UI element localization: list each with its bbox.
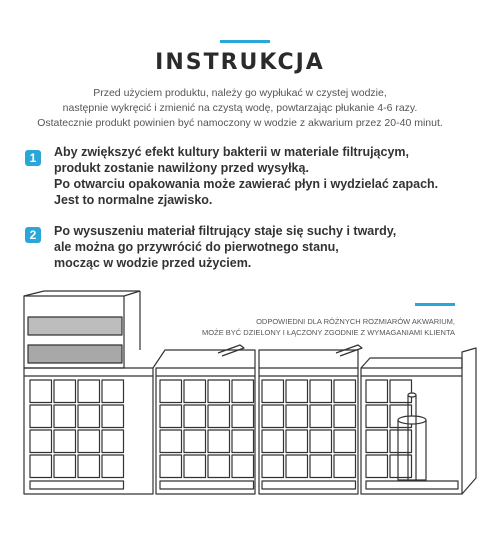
step-1-line: Po otwarciu opakowania może zawierać płyn i wydzielać zapach. xyxy=(54,177,439,191)
media-cube xyxy=(208,430,230,453)
media-cube xyxy=(310,380,332,403)
media-cube xyxy=(286,455,308,478)
media-cube xyxy=(262,380,284,403)
title-accent-bar xyxy=(220,40,270,43)
media-cube xyxy=(286,405,308,428)
media-cube xyxy=(160,380,182,403)
media-cube xyxy=(102,380,124,403)
step-2-line: Po wysuszeniu materiał filtrujący staje się suchy i twardy, xyxy=(54,224,397,238)
intro-line: Przed użyciem produktu, należy go wypłukać w czystej wodzie, xyxy=(93,87,387,99)
media-cube xyxy=(262,405,284,428)
media-cube xyxy=(54,380,76,403)
step-1-line: Aby zwiększyć efekt kultury bakterii w materiale filtrującym, xyxy=(54,145,410,159)
media-cube xyxy=(160,455,182,478)
step-2-badge: 2 xyxy=(25,227,41,243)
step-1-line: Jest to normalne zjawisko. xyxy=(54,193,213,207)
bottom-slot xyxy=(30,481,124,489)
tower-panel xyxy=(28,317,122,335)
back-panel xyxy=(462,348,476,494)
media-cube xyxy=(232,455,254,478)
pipe-tube-top xyxy=(408,393,416,397)
step-2-line: mocząc w wodzie przed użyciem. xyxy=(54,256,252,270)
media-cube xyxy=(54,430,76,453)
media-cube xyxy=(184,405,206,428)
step-1-line: produkt zostanie nawilżony przed wysyłką. xyxy=(54,161,309,175)
intro-line: Ostatecznie produkt powinien być namoczony w wodzie z akwarium przez 20-40 minut. xyxy=(37,117,443,129)
media-cube xyxy=(78,405,100,428)
tower-top-edge xyxy=(24,291,44,296)
media-cube xyxy=(334,455,356,478)
tower-top-edge xyxy=(124,291,140,296)
media-cube xyxy=(208,380,230,403)
media-cube xyxy=(54,455,76,478)
chamber-wall-top xyxy=(361,358,462,368)
filter-chamber xyxy=(259,368,358,494)
step-1-badge: 1 xyxy=(25,150,41,166)
bottom-slot xyxy=(262,481,356,489)
media-cube xyxy=(184,380,206,403)
media-cube xyxy=(310,455,332,478)
media-cube xyxy=(208,455,230,478)
media-cube xyxy=(286,380,308,403)
media-cube xyxy=(102,455,124,478)
intro-line: następnie wykręcić i zmienić na czystą wodę, powtarzając płukanie 4-6 razy. xyxy=(62,102,418,114)
media-cube xyxy=(184,430,206,453)
tower-panel-dark xyxy=(28,345,122,363)
media-cube xyxy=(334,380,356,403)
media-cube xyxy=(310,405,332,428)
media-cube xyxy=(366,455,388,478)
media-cube xyxy=(334,405,356,428)
chamber-wall-top xyxy=(153,350,255,368)
media-cube xyxy=(78,430,100,453)
media-cube xyxy=(30,430,52,453)
media-cube xyxy=(30,405,52,428)
media-cube xyxy=(286,430,308,453)
sump-filter-cubes-illustration xyxy=(0,288,480,548)
media-cube xyxy=(78,380,100,403)
media-cube xyxy=(334,430,356,453)
media-cube xyxy=(184,455,206,478)
step-2-text xyxy=(54,223,396,271)
filter-chamber xyxy=(24,368,153,494)
step-1-text xyxy=(54,144,438,208)
bottom-slot xyxy=(160,481,254,489)
media-cube xyxy=(232,405,254,428)
media-cube xyxy=(366,380,388,403)
media-cube xyxy=(208,405,230,428)
media-cube xyxy=(102,405,124,428)
media-cube xyxy=(30,455,52,478)
media-cube xyxy=(232,430,254,453)
media-cube xyxy=(366,430,388,453)
media-cube xyxy=(262,430,284,453)
chamber-wall-top xyxy=(259,350,358,368)
media-cube xyxy=(54,405,76,428)
intro-paragraph xyxy=(0,86,480,131)
media-cube xyxy=(160,405,182,428)
bottom-slot xyxy=(366,481,458,489)
media-cube xyxy=(160,430,182,453)
media-cube xyxy=(310,430,332,453)
page-title: INSTRUKCJA xyxy=(155,50,325,75)
media-cube xyxy=(78,455,100,478)
diagram-note-line: ODPOWIEDNI DLA RÓŻNYCH ROZMIARÓW AKWARIUM, xyxy=(256,317,455,326)
step-2-line: ale można go przywrócić do pierwotnego stanu, xyxy=(54,240,339,254)
pipe-top xyxy=(398,416,426,424)
media-cube xyxy=(232,380,254,403)
diagram-note-line: MOŻE BYĆ DZIELONY I ŁĄCZONY ZGODNIE Z WYMAGANIAMI KLIENTA xyxy=(202,328,455,337)
media-cube xyxy=(102,430,124,453)
media-cube xyxy=(30,380,52,403)
media-cube xyxy=(262,455,284,478)
media-cube xyxy=(366,405,388,428)
